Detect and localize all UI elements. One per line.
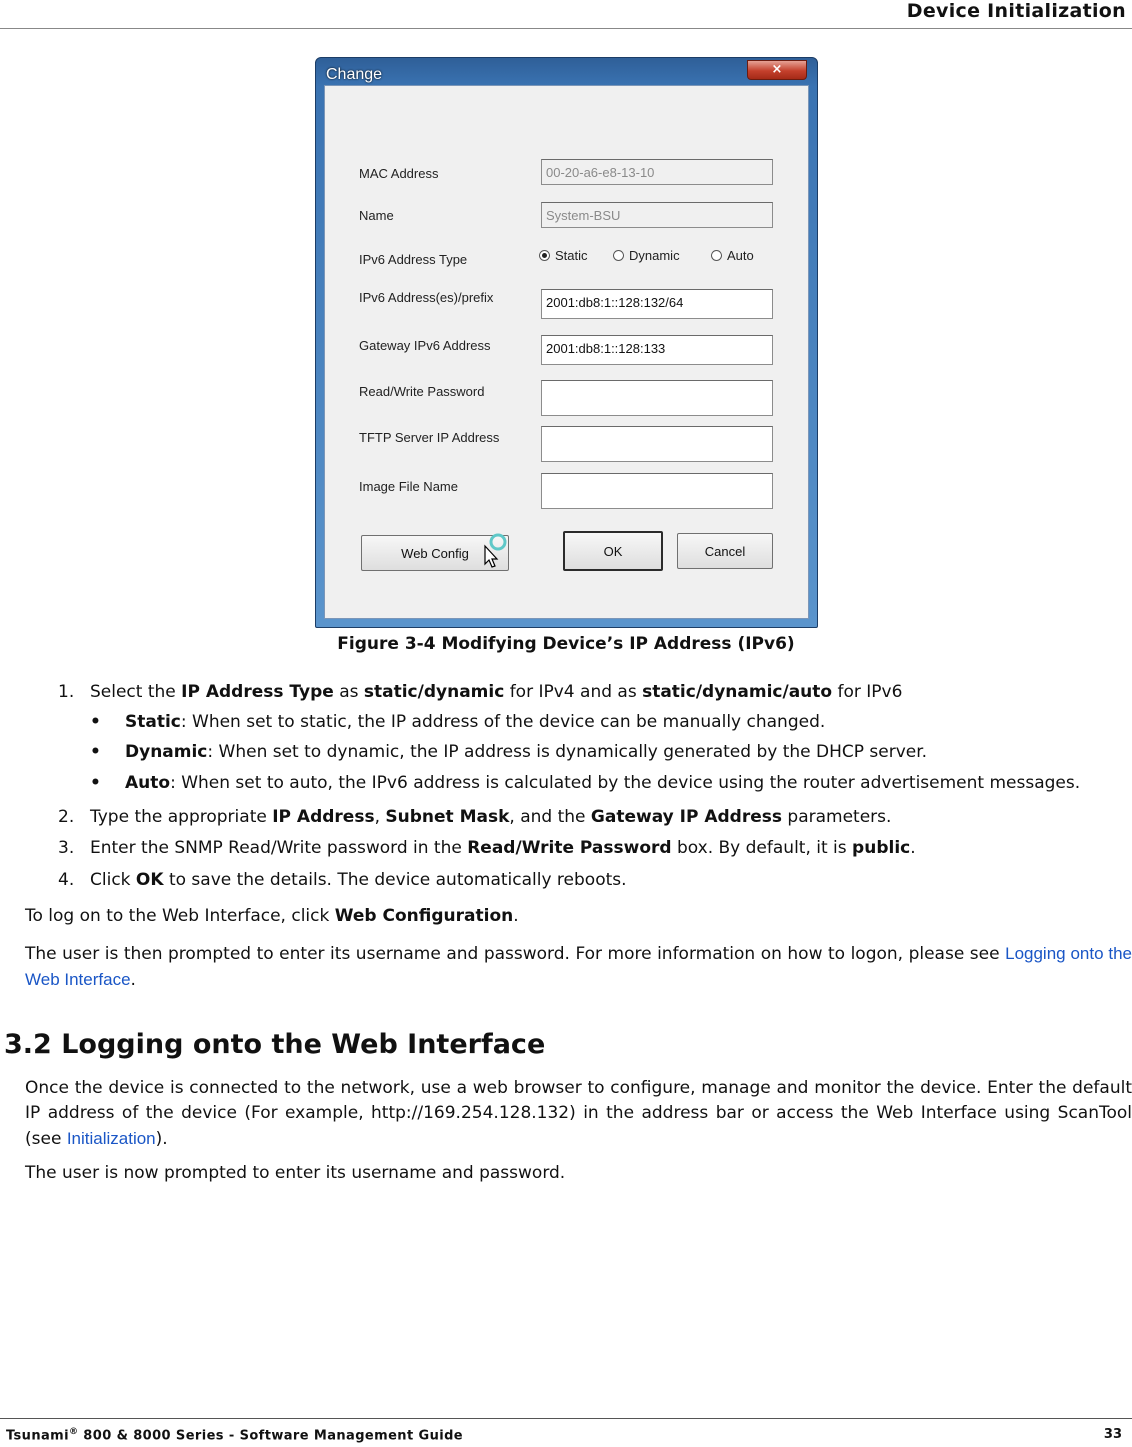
step-number: 2. — [58, 807, 75, 827]
bullet-icon: • — [90, 742, 101, 762]
bullet-icon: • — [90, 773, 101, 793]
text: : When set to dynamic, the IP address is dynamically generated by the DHCP server. — [207, 742, 928, 762]
text: to save the details. The device automatically reboots. — [163, 870, 627, 890]
text: : When set to auto, the IPv6 address is calculated by the device using the router advertisement messages. — [170, 773, 1081, 793]
password-label: Read/Write Password — [359, 384, 485, 399]
bold-term: Read/Write Password — [467, 838, 672, 858]
link-logging-onto-web-interface[interactable]: Logging onto the Web Interface — [25, 944, 1132, 989]
ok-button[interactable]: OK — [563, 531, 663, 571]
paragraph-connect — [25, 1076, 1132, 1152]
bold-term: Web Configuration — [334, 906, 514, 926]
text: Type the appropriate — [90, 807, 273, 827]
pointer-cursor-icon — [481, 532, 511, 578]
text: Select the — [90, 682, 182, 702]
text: parameters. — [782, 807, 892, 827]
bold-term: static/dynamic/auto — [642, 682, 833, 702]
registered-mark: ® — [68, 1427, 79, 1437]
dialog-body — [324, 85, 809, 619]
text: ). — [155, 1129, 168, 1149]
bold-term: static/dynamic — [363, 682, 505, 702]
bullet-auto — [125, 772, 1080, 794]
image-file-field[interactable] — [541, 473, 773, 509]
step-1 — [90, 681, 902, 703]
step-number: 3. — [58, 838, 75, 858]
bold-term: IP Address Type — [181, 682, 334, 702]
text: Tsunami — [6, 1428, 69, 1444]
bold-term: IP Address — [272, 807, 375, 827]
radio-empty-icon — [711, 250, 722, 261]
change-dialog — [315, 57, 818, 628]
header-title: Device Initialization — [906, 0, 1126, 22]
name-field[interactable]: System-BSU — [541, 202, 773, 228]
bold-term: Dynamic — [125, 742, 208, 762]
footer-rule — [0, 1418, 1132, 1419]
figure-caption: Figure 3-4 Modifying Device’s IP Address (IPv6) — [337, 634, 795, 654]
name-label: Name — [359, 208, 394, 223]
tftp-server-label: TFTP Server IP Address — [359, 430, 500, 445]
bullet-icon: • — [90, 712, 101, 732]
page-number: 33 — [1103, 1427, 1122, 1442]
cancel-button[interactable]: Cancel — [677, 533, 773, 569]
bold-term: public — [852, 838, 911, 858]
step-4 — [90, 869, 627, 891]
ipv6-address-label: IPv6 Address(es)/prefix — [359, 290, 494, 305]
paragraph-prompt — [25, 941, 1132, 993]
text: for IPv6 — [832, 682, 903, 702]
header-rule — [0, 28, 1132, 29]
bold-term: Static — [125, 712, 181, 732]
paragraph-login-prompt: The user is now prompted to enter its username and password. — [25, 1163, 566, 1183]
link-initialization[interactable]: Initialization — [66, 1129, 156, 1148]
text: Click — [90, 870, 136, 890]
bold-term: Auto — [125, 773, 171, 793]
address-type-label: IPv6 Address Type — [359, 252, 468, 267]
text: : When set to static, the IP address of the device can be manually changed. — [180, 712, 826, 732]
image-file-label: Image File Name — [359, 479, 458, 494]
text: . — [513, 906, 519, 926]
text: . — [910, 838, 916, 858]
web-config-button[interactable]: Web Config — [361, 535, 509, 571]
radio-selected-icon — [539, 250, 550, 261]
text: Enter the SNMP Read/Write password in the — [90, 838, 468, 858]
text: as — [333, 682, 364, 702]
close-icon: × — [771, 62, 783, 77]
section-heading: 3.2 Logging onto the Web Interface — [4, 1029, 546, 1060]
step-2 — [90, 806, 891, 828]
text: The user is then prompted to enter its username and password. For more information on how to logon, please see — [25, 944, 1006, 964]
text: box. By default, it is — [671, 838, 853, 858]
text: for IPv4 and as — [504, 682, 643, 702]
radio-static[interactable] — [539, 248, 588, 263]
radio-static-label: Static — [555, 248, 588, 263]
text: 800 & 8000 Series - Software Management Guide — [78, 1428, 464, 1444]
text: . — [130, 970, 136, 990]
text: , — [374, 807, 386, 827]
text: To log on to the Web Interface, click — [25, 906, 335, 926]
password-field[interactable] — [541, 380, 773, 416]
ipv6-address-field[interactable]: 2001:db8:1::128:132/64 — [541, 289, 773, 319]
close-button[interactable] — [747, 60, 807, 80]
bold-term: Subnet Mask — [385, 807, 510, 827]
text: Once the device is connected to the network, use a web browser to configure, manage and monitor the device. Enter the default IP address of the device (For example, http://169.254.128.132) in the address bar or access the Web Interface using ScanTool (see — [25, 1078, 1132, 1149]
step-number: 1. — [58, 682, 75, 702]
footer-title — [6, 1427, 463, 1443]
radio-dynamic[interactable] — [613, 248, 680, 263]
mac-address-label: MAC Address — [359, 166, 439, 181]
tftp-server-field[interactable] — [541, 426, 773, 462]
radio-auto[interactable] — [711, 248, 754, 263]
gateway-ipv6-label: Gateway IPv6 Address — [359, 338, 491, 353]
paragraph-web-config — [25, 904, 1132, 929]
mac-address-field[interactable]: 00-20-a6-e8-13-10 — [541, 159, 773, 185]
dialog-title: Change — [326, 66, 383, 83]
text: , and the — [509, 807, 591, 827]
bold-term: Gateway IP Address — [590, 807, 782, 827]
step-3 — [90, 837, 916, 859]
bullet-static — [125, 711, 825, 733]
bullet-dynamic — [125, 741, 927, 763]
step-number: 4. — [58, 870, 75, 890]
radio-dynamic-label: Dynamic — [629, 248, 680, 263]
radio-auto-label: Auto — [727, 248, 754, 263]
radio-empty-icon — [613, 250, 624, 261]
gateway-ipv6-field[interactable]: 2001:db8:1::128:133 — [541, 335, 773, 365]
bold-term: OK — [135, 870, 164, 890]
